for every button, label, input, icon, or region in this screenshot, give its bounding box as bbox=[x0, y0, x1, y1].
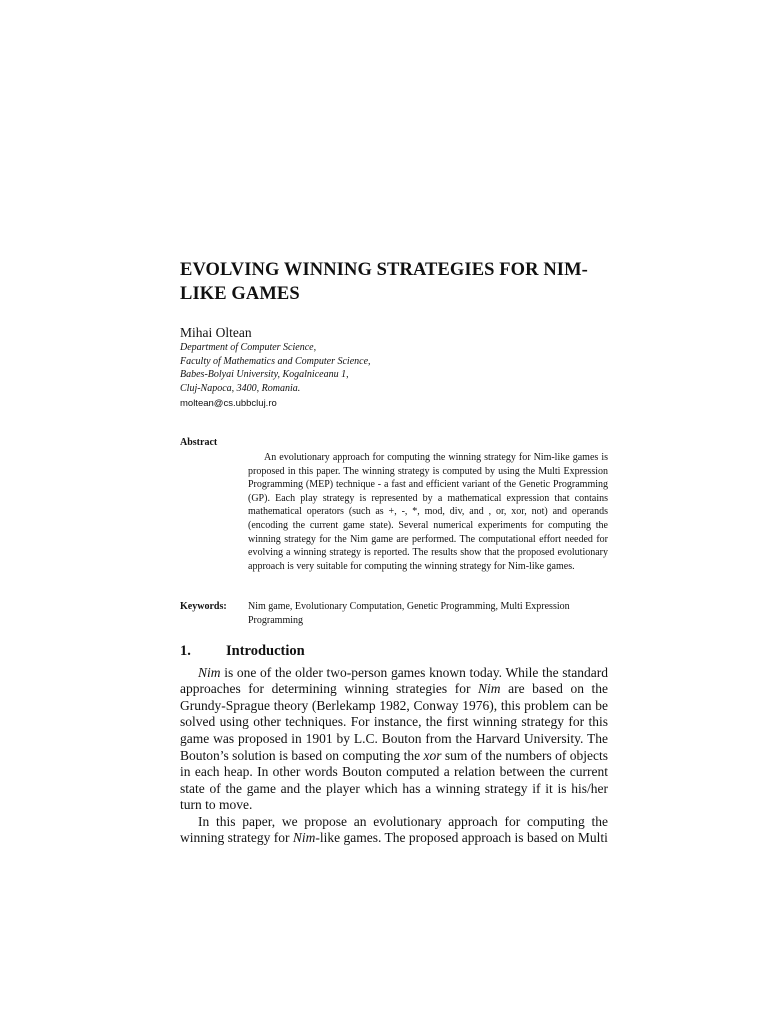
affiliation-line: Babes-Bolyai University, Kogalniceanu 1, bbox=[180, 369, 349, 380]
author-name: Mihai Oltean bbox=[180, 325, 252, 340]
keywords-label: Keywords: bbox=[180, 601, 227, 613]
abstract-section bbox=[180, 437, 608, 573]
term-nim: Nim bbox=[292, 830, 316, 846]
affiliation-line: Department of Computer Science, bbox=[180, 342, 317, 353]
keywords-section bbox=[180, 600, 608, 627]
abstract-label: Abstract bbox=[180, 437, 218, 448]
intro-paragraph bbox=[180, 814, 608, 847]
intro-paragraph bbox=[180, 665, 608, 814]
body-text-run: are based on the Grundy-Sprague theory (Berlekamp 1982, Conway 1976), this problem can be solved using other techniques. For instance, the first winning strategy for this game was proposed in 1901 by L.C. Bouton from the Harvard University. The Bouton’s solution is based on computing the bbox=[180, 681, 608, 763]
keywords-text: Nim game, Evolutionary Computation, Genetic Programming, Multi Expression Programming bbox=[248, 601, 570, 626]
section-number: 1. bbox=[180, 642, 191, 659]
body-text-run: -like games. The proposed approach is based on Multi bbox=[315, 830, 608, 846]
body-text-run: sum of the numbers of objects in each heap. In other words Bouton computed a relation between the current state of the game and the player which has a winning strategy if it is his/her turn to move. bbox=[180, 747, 608, 813]
term-nim: Nim bbox=[478, 681, 501, 697]
author-block bbox=[180, 324, 608, 411]
body-text-run: In this paper, we propose an evolutionary approach for computing the winning strategy for bbox=[180, 813, 608, 846]
affiliation-line: Cluj-Napoca, 3400, Romania. bbox=[180, 382, 301, 394]
paper-title: EVOLVING WINNING STRATEGIES FOR NIM-LIKE GAMES bbox=[180, 260, 588, 304]
paper-page bbox=[180, 258, 608, 847]
term-xor: xor bbox=[423, 747, 442, 763]
abstract-text: An evolutionary approach for computing the winning strategy for Nim-like games is proposed in this paper. The winning strategy is computed by using the Multi Expression Programming (MEP) technique - a fast and efficient variant of the Genetic Programming (GP). Each play strategy is represented by a mathematical expression that contains mathematical operators (such as +, -, *, mod, div, and , or, xor, not) and operands (encoding the current game state). Several numerical experiments for computing the winning strategy for the Nim game are performed. The computational effort needed for evolving a winning strategy is reported. The results show that the proposed evolutionary approach is very suitable for computing the winning strategy for Nim-like games. bbox=[248, 452, 608, 572]
author-email: moltean@cs.ubbcluj.ro bbox=[180, 398, 277, 409]
term-nim: Nim bbox=[198, 664, 221, 680]
body-text-run: is one of the older two-person games known today. While the standard approaches for determining winning strategies for bbox=[180, 664, 608, 697]
introduction-body bbox=[180, 665, 608, 848]
affiliation-line: Faculty of Mathematics and Computer Science, bbox=[180, 355, 371, 367]
section-title: Introduction bbox=[226, 642, 305, 659]
section-heading bbox=[180, 642, 608, 660]
